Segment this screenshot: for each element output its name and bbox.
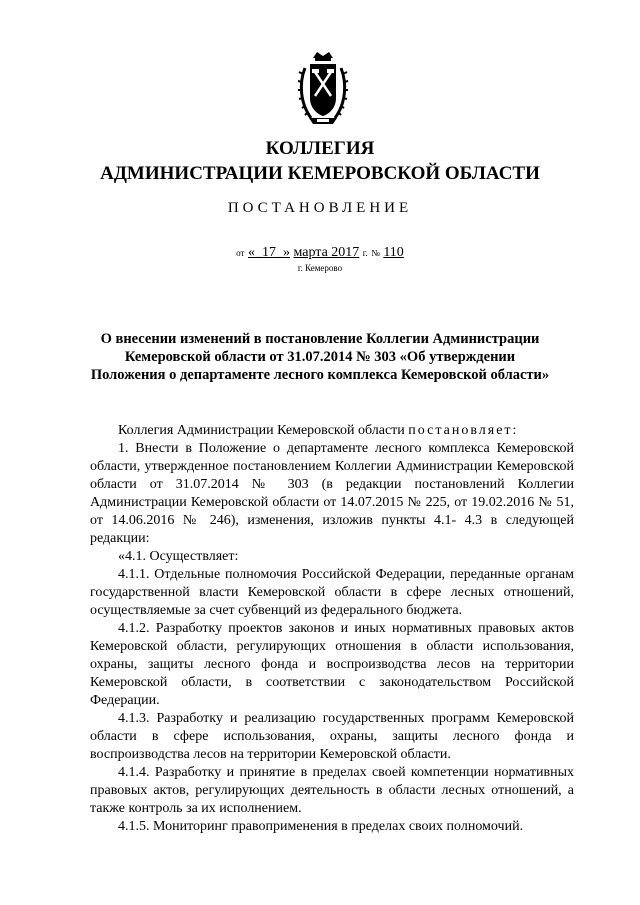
paragraph-4-1: «4.1. Осуществляет:: [118, 549, 239, 564]
number-label: №: [371, 248, 380, 258]
paragraph-4-1-1: 4.1.1. Отдельные полномочия Российской Федерации, переданные органам государственной власти Кемеровской области в сфере лесных отношений, осуществляемые за счет субвенций из федерального бюджета.: [90, 567, 574, 618]
paragraph-4-1-4: 4.1.4. Разработку и принятие в пределах своей компетенции нормативных правовых актов, регулирующих деятельность в области лесных отношений, а также контроль за их исполнением.: [90, 765, 574, 816]
city: г. Кемерово: [297, 263, 343, 273]
document-type: ПОСТАНОВЛЕНИЕ: [227, 200, 413, 216]
date-month-year: марта 2017: [293, 245, 360, 260]
intro-paragraph: [90, 422, 574, 440]
date-day: «_17_»: [248, 245, 290, 260]
intro-text: Коллегия Администрации Кемеровской области: [118, 423, 405, 438]
date-year-suffix: г.: [362, 248, 368, 258]
document-number: 110: [383, 245, 404, 260]
date-number-line: [0, 245, 640, 261]
date-prefix: от: [236, 248, 245, 258]
organization-name-line2: АДМИНИСТРАЦИИ КЕМЕРОВСКОЙ ОБЛАСТИ: [100, 163, 540, 184]
document-title: О внесении изменений в постановление Коллегии Администрации Кемеровской области от 31.07.2014 № 303 «Об утверждении Положения о департаменте лесного комплекса Кемеровской области»: [90, 331, 550, 383]
intro-resolves: постановляет:: [408, 423, 519, 438]
paragraph-4-1-3: 4.1.3. Разработку и реализацию государственных программ Кемеровской области в сфере использования, охраны, защиты лесного фонда и воспроизводства лесов на территории Кемеровской области.: [90, 711, 574, 762]
document-body: [90, 422, 574, 836]
paragraph-1: 1. Внести в Положение о департаменте лесного комплекса Кемеровской области, утвержденное постановлением Коллегии Администрации Кемеровской области от 31.07.2014 № 303 (в редакции постановлений Коллегии Администрации Кемеровской области от 14.07.2015 № 225, от 19.02.2016 № 51, от 14.06.2016 № 246), изменения, изложив пункты 4.1- 4.3 в следующей редакции:: [90, 441, 574, 546]
kemerovo-coat-of-arms-icon: [295, 48, 351, 128]
organization-name-line1: КОЛЛЕГИЯ: [265, 138, 375, 159]
paragraph-4-1-5: 4.1.5. Мониторинг правоприменения в пределах своих полномочий.: [118, 819, 524, 834]
paragraph-4-1-2: 4.1.2. Разработку проектов законов и иных нормативных правовых актов Кемеровской области, регулирующих отношения в области использования, охраны, защиты лесного фонда и воспроизводства лесов на территории Кемеровской области, в соответствии с законодательством Российской Федерации.: [90, 621, 574, 708]
